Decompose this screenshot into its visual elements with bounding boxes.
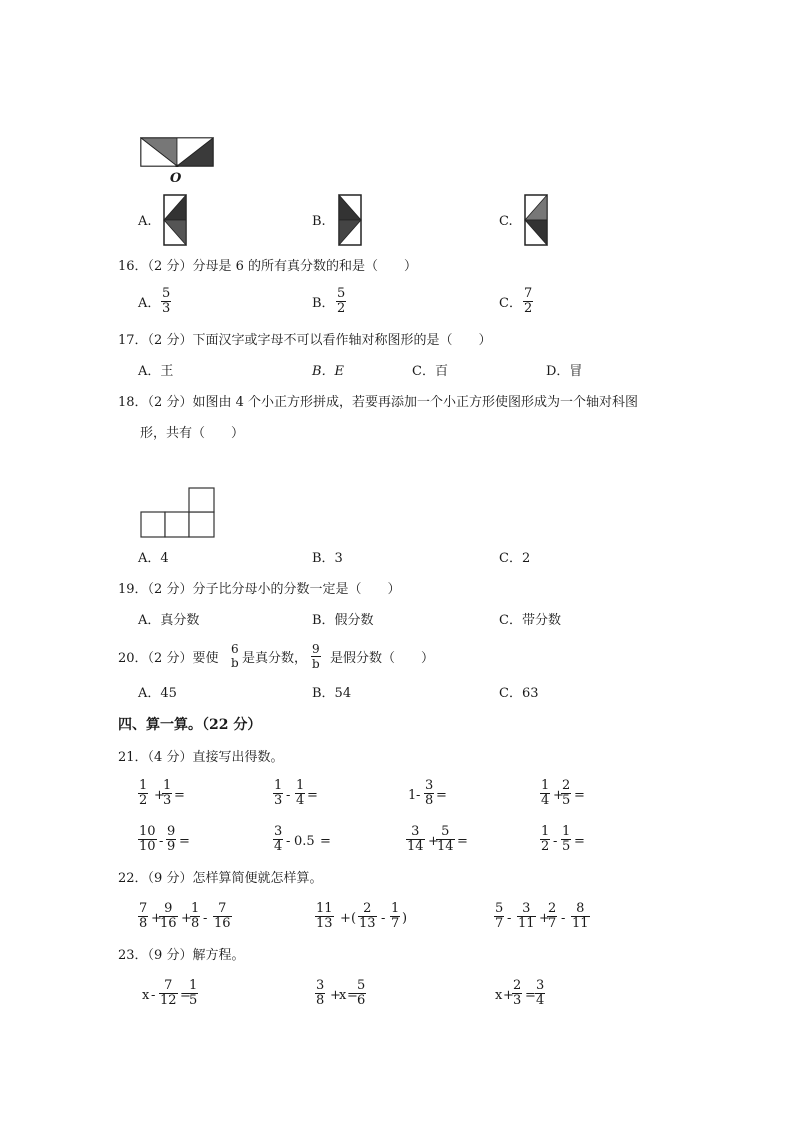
q21-r2-e4-frac-a: $\frac{1}{2}$	[541, 824, 550, 854]
section-4-title: 四、算一算。（22 分）	[118, 717, 262, 733]
q17-option-a[interactable]: A．王	[138, 364, 174, 379]
q23-stem: 23．（9 分）解方程。	[118, 948, 245, 963]
q17-option-d[interactable]: D．冒	[546, 364, 583, 379]
q23-e2-plus: +	[330, 988, 341, 1003]
q22-e3-minus-2: -	[561, 911, 566, 926]
q21-r1-e3-frac-b: $\frac{3}{8}$	[425, 778, 434, 808]
q19-option-b[interactable]: B．假分数	[312, 613, 374, 628]
q21-r2-e1-frac-a: $\frac{10}{10}$	[139, 824, 156, 854]
q15-option-c-figure[interactable]	[524, 194, 548, 246]
q20-fraction-6-b: 6 b	[231, 642, 239, 670]
q15-reference-figure	[140, 137, 214, 167]
q20-option-c[interactable]: C．63	[499, 686, 539, 701]
q23-e3-frac-1: $\frac{2}{3}$	[513, 978, 522, 1008]
q21-r2-e3-frac-b: $\frac{5}{14}$	[437, 824, 454, 854]
q21-r1-e1-eq: =	[174, 788, 185, 803]
q22-e3-minus-1: -	[507, 911, 512, 926]
q22-e1-frac-2: $\frac{9}{16}$	[160, 901, 177, 931]
q16-option-c-fraction: $\frac{7}{2}$	[524, 286, 533, 316]
q20-stem-prefix: 20．（2 分）要使	[118, 651, 219, 666]
q21-stem: 21．（4 分）直接写出得数。	[118, 750, 284, 765]
q21-r2-e2-minus: -	[286, 834, 291, 849]
q23-e1-frac-1: $\frac{7}{12}$	[160, 978, 177, 1008]
q23-e3-x: x	[495, 988, 503, 1003]
q23-e2-frac-1: $\frac{3}{8}$	[316, 978, 325, 1008]
q22-e3-plus: +	[539, 911, 550, 926]
q20-fraction-9-b: $\frac{9}{b}$	[312, 642, 320, 671]
q22-e3-frac-3: $\frac{2}{7}$	[548, 901, 557, 931]
point-o-label: O	[170, 171, 182, 186]
q22-e3-frac-2: $\frac{3}{11}$	[518, 901, 535, 931]
q23-e2-x: x	[339, 988, 347, 1003]
q22-e2-lparen: (	[351, 911, 357, 926]
q19-option-a[interactable]: A．真分数	[138, 613, 200, 628]
q21-r1-e4-eq: =	[574, 788, 585, 803]
q21-r2-e3-eq: =	[457, 834, 468, 849]
q23-e2-eq: =	[347, 988, 358, 1003]
q22-e1-plus-2: +	[181, 911, 192, 926]
q15-option-a-figure[interactable]	[163, 194, 187, 246]
q23-e2-frac-2: $\frac{5}{6}$	[357, 978, 366, 1008]
q21-r2-e3-frac-a: $\frac{3}{14}$	[407, 824, 424, 854]
q16-option-a-fraction: $\frac{5}{3}$	[162, 286, 171, 316]
q17-stem: 17．（2 分）下面汉字或字母不可以看作轴对称图形的是（ ）	[118, 333, 492, 348]
q22-e2-rparen: )	[402, 911, 408, 926]
q15-option-c-label[interactable]: C.	[499, 214, 513, 229]
q21-r2-e4-eq: =	[574, 834, 585, 849]
q21-r1-e2-minus: -	[286, 788, 291, 803]
q16-option-b-fraction: $\frac{5}{2}$	[337, 286, 346, 316]
q21-r1-e3-minus: -	[416, 788, 421, 803]
q21-r2-e2-frac-a: $\frac{3}{4}$	[274, 824, 283, 854]
q15-option-b-label[interactable]: B.	[312, 214, 326, 229]
q20-stem-suffix: 是假分数（ ）	[330, 651, 435, 666]
q20-option-b[interactable]: B．54	[312, 686, 352, 701]
q21-r1-e1-plus: +	[154, 788, 165, 803]
q21-r2-e1-minus: -	[159, 834, 164, 849]
q22-e1-minus: -	[203, 911, 208, 926]
q21-r2-e1-frac-b: $\frac{9}{9}$	[167, 824, 176, 854]
q15-option-b-figure[interactable]	[338, 194, 362, 246]
q16-option-b[interactable]: B．	[312, 296, 335, 311]
q21-r1-e4-plus: +	[553, 788, 564, 803]
q22-e3-frac-1: $\frac{5}{7}$	[495, 901, 504, 931]
q21-r1-e2-frac-b: $\frac{1}{4}$	[296, 778, 305, 808]
q17-option-b[interactable]: B．E	[312, 364, 345, 379]
q22-stem: 22．（9 分）怎样算简便就怎样算。	[118, 871, 323, 886]
q19-option-c[interactable]: C．带分数	[499, 613, 561, 628]
q21-r1-e4-frac-b: $\frac{2}{5}$	[562, 778, 571, 808]
q22-e1-frac-4: $\frac{7}{16}$	[214, 901, 231, 931]
q17-option-c[interactable]: C．百	[412, 364, 448, 379]
q22-e3-frac-4: $\frac{8}{11}$	[572, 901, 589, 931]
q18-stem-line1: 18．（2 分）如图由 4 个小正方形拼成，若要再添加一个小正方形使图形成为一个轴对科图	[118, 395, 638, 410]
q21-r1-e2-frac-a: $\frac{1}{3}$	[274, 778, 283, 808]
q22-e2-frac-2: $\frac{2}{13}$	[359, 901, 376, 931]
q16-stem: 16．（2 分）分母是 6 的所有真分数的和是（ ）	[118, 259, 417, 274]
q19-stem: 19．（2 分）分子比分母小的分数一定是（ ）	[118, 582, 401, 597]
q23-e1-x: x	[142, 988, 150, 1003]
q23-e1-minus: -	[151, 988, 156, 1003]
q22-e2-plus: +	[340, 911, 351, 926]
q21-r2-e3-plus: +	[428, 834, 439, 849]
q18-option-b[interactable]: B．3	[312, 551, 343, 566]
q16-option-c[interactable]: C．	[499, 296, 522, 311]
q18-option-a[interactable]: A．4	[138, 551, 169, 566]
q21-r1-e1-frac-a: $\frac{1}{2}$	[139, 778, 148, 808]
q20-stem-middle: 是真分数，	[242, 651, 308, 666]
q16-option-a[interactable]: A．	[138, 296, 161, 311]
q22-e1-frac-3: $\frac{1}{8}$	[191, 901, 200, 931]
q21-r1-e4-frac-a: $\frac{1}{4}$	[541, 778, 550, 808]
q21-r2-e1-eq: =	[179, 834, 190, 849]
q22-e1-plus-1: +	[151, 911, 162, 926]
q23-e3-frac-2: $\frac{3}{4}$	[536, 978, 545, 1008]
q21-r1-e1-frac-b: $\frac{1}{3}$	[163, 778, 172, 808]
q18-stem-line2: 形，共有（ ）	[140, 426, 245, 441]
q23-e3-eq: =	[525, 988, 536, 1003]
q21-r2-e2-decimal: 0.5	[294, 834, 315, 849]
q21-r2-e4-frac-b: $\frac{1}{5}$	[562, 824, 571, 854]
q22-e2-minus: -	[381, 911, 386, 926]
q21-r2-e2-eq: =	[320, 834, 331, 849]
q23-e3-plus: +	[503, 988, 514, 1003]
q20-option-a[interactable]: A．45	[138, 686, 177, 701]
q22-e2-frac-1: $\frac{11}{13}$	[316, 901, 333, 931]
q18-option-c[interactable]: C．2	[499, 551, 531, 566]
q15-option-a-label[interactable]: A.	[138, 214, 152, 229]
q21-r1-e3-eq: =	[436, 788, 447, 803]
q21-r1-e2-eq: =	[307, 788, 318, 803]
q21-r2-e4-minus: -	[553, 834, 558, 849]
q21-r1-e3-one: 1	[408, 788, 417, 803]
q18-squares-figure	[140, 487, 218, 539]
q23-e1-frac-2: $\frac{1}{5}$	[189, 978, 198, 1008]
q23-e1-eq: =	[180, 988, 191, 1003]
q22-e1-frac-1: $\frac{7}{8}$	[139, 901, 148, 931]
q22-e2-frac-3: $\frac{1}{7}$	[391, 901, 400, 931]
